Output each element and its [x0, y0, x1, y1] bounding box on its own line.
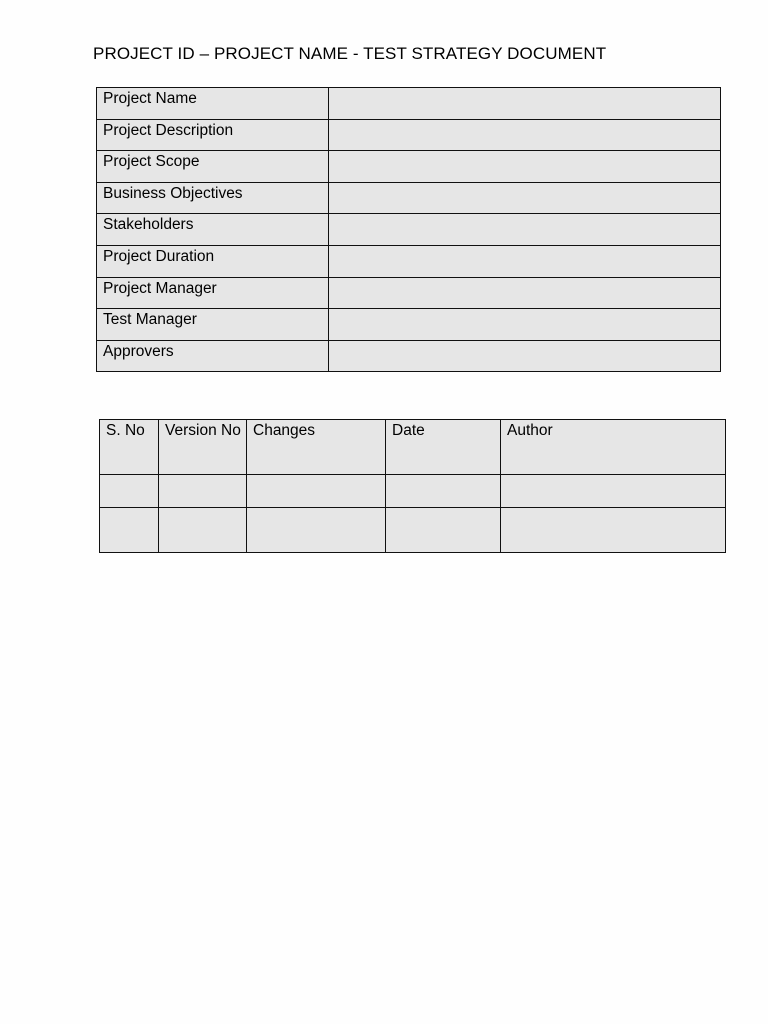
project-name-label: Project Name — [97, 88, 329, 120]
project-manager-value[interactable] — [329, 277, 721, 309]
project-name-value[interactable] — [329, 88, 721, 120]
table-row — [97, 119, 721, 151]
page-title: PROJECT ID – PROJECT NAME - TEST STRATEGY DOCUMENT — [93, 44, 607, 63]
table-cell[interactable] — [501, 475, 726, 508]
stakeholders-label: Stakeholders — [97, 214, 329, 246]
column-header-s-no: S. No — [100, 420, 159, 475]
table-row — [97, 88, 721, 120]
approvers-label: Approvers — [97, 340, 329, 372]
test-manager-label: Test Manager — [97, 309, 329, 341]
project-scope-value[interactable] — [329, 151, 721, 183]
business-objectives-value[interactable] — [329, 182, 721, 214]
table-row — [97, 277, 721, 309]
test-manager-value[interactable] — [329, 309, 721, 341]
table-row — [100, 508, 726, 553]
table-row — [97, 245, 721, 277]
column-header-changes: Changes — [247, 420, 386, 475]
column-header-version-no: Version No — [159, 420, 247, 475]
table-row — [97, 214, 721, 246]
table-cell[interactable] — [247, 508, 386, 553]
column-header-date: Date — [386, 420, 501, 475]
project-info-table — [96, 87, 721, 372]
project-description-label: Project Description — [97, 119, 329, 151]
table-cell[interactable] — [159, 508, 247, 553]
table-cell[interactable] — [247, 475, 386, 508]
stakeholders-value[interactable] — [329, 214, 721, 246]
table-row — [97, 340, 721, 372]
column-header-author: Author — [501, 420, 726, 475]
table-row — [100, 475, 726, 508]
table-cell[interactable] — [501, 508, 726, 553]
project-manager-label: Project Manager — [97, 277, 329, 309]
table-cell[interactable] — [100, 508, 159, 553]
table-row — [97, 309, 721, 341]
project-scope-label: Project Scope — [97, 151, 329, 183]
business-objectives-label: Business Objectives — [97, 182, 329, 214]
table-row — [97, 182, 721, 214]
table-header-row — [100, 420, 726, 475]
table-cell[interactable] — [386, 508, 501, 553]
project-duration-label: Project Duration — [97, 245, 329, 277]
table-cell[interactable] — [159, 475, 247, 508]
version-history-table — [99, 419, 726, 553]
project-duration-value[interactable] — [329, 245, 721, 277]
approvers-value[interactable] — [329, 340, 721, 372]
table-cell[interactable] — [386, 475, 501, 508]
table-row — [97, 151, 721, 183]
project-description-value[interactable] — [329, 119, 721, 151]
table-cell[interactable] — [100, 475, 159, 508]
